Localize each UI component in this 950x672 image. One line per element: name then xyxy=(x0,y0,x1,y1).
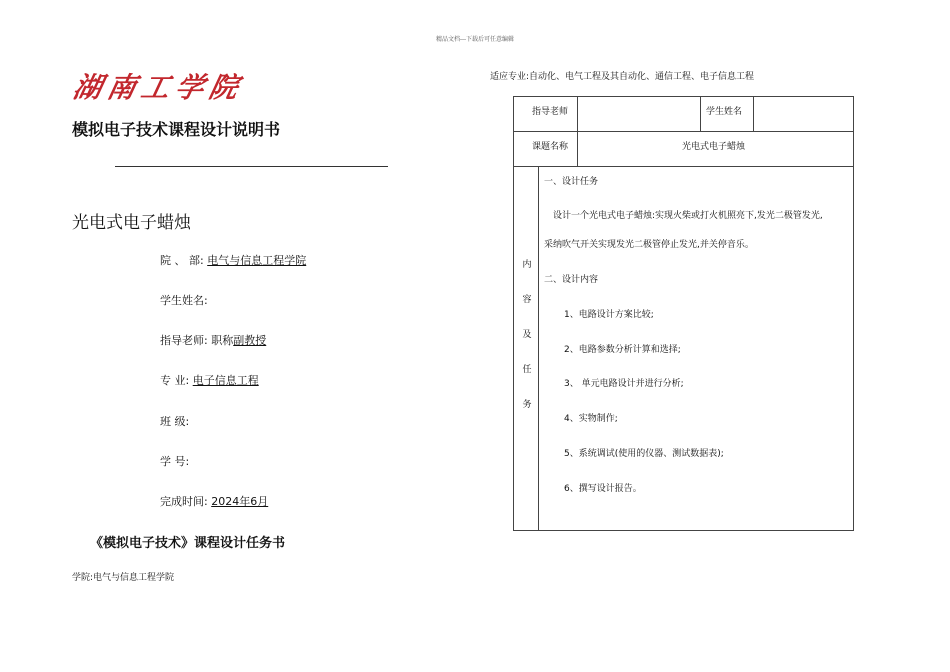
watermark: 精品文档---下载后可任意编辑 xyxy=(435,36,515,43)
design-item: 1、电路设计方案比较; xyxy=(564,310,654,320)
student-header: 学生姓名 xyxy=(706,107,743,117)
side-label-char: 务 xyxy=(522,400,532,410)
col-divider-4 xyxy=(538,166,539,531)
major-label: 专 业: xyxy=(160,374,190,387)
design-item: 4、实物制作; xyxy=(564,414,618,424)
id-label: 学 号: xyxy=(160,455,190,468)
design-item: 2、电路参数分析计算和选择; xyxy=(564,345,681,355)
section1-title: 一、设计任务 xyxy=(544,177,599,187)
col-divider-1 xyxy=(577,96,578,166)
side-label-char: 及 xyxy=(522,330,532,340)
student-label: 学生姓名: xyxy=(160,294,208,307)
advisor-title: 副教授 xyxy=(233,334,267,347)
major-value: 电子信息工程 xyxy=(192,374,259,387)
student-field xyxy=(160,292,208,308)
university-logo: 湖南工学院 xyxy=(70,71,248,104)
date-label: 完成时间: xyxy=(160,495,208,508)
class-field xyxy=(160,413,189,429)
side-label-char: 任 xyxy=(522,365,532,375)
col-divider-3 xyxy=(753,96,754,131)
side-label-char: 内 xyxy=(522,260,532,270)
dept-value: 电气与信息工程学院 xyxy=(207,254,307,267)
date-value: 2024年6月 xyxy=(211,495,269,508)
title-divider xyxy=(115,166,388,167)
advisor-field xyxy=(160,332,266,348)
id-field xyxy=(160,453,189,469)
design-item: 3、 单元电路设计并进行分析; xyxy=(564,379,684,389)
college-line: 学院:电气与信息工程学院 xyxy=(72,573,175,583)
major-field xyxy=(160,372,259,388)
class-label: 班 级: xyxy=(160,415,190,428)
row-divider-2 xyxy=(513,166,854,167)
dept-label: 院 、 部: xyxy=(160,254,204,267)
side-label-char: 容 xyxy=(522,295,532,305)
topic-header: 课题名称 xyxy=(532,142,569,152)
design-item: 6、撰写设计报告。 xyxy=(564,484,642,494)
applicable-major: 适应专业:自动化、电气工程及其自动化、通信工程、电子信息工程 xyxy=(490,72,755,82)
section1-body-line: 采纳吹气开关实现发光二极管停止发光,并关停音乐。 xyxy=(544,240,754,250)
section2-title: 二、设计内容 xyxy=(544,275,599,285)
advisor-prefix: 职称 xyxy=(211,334,234,347)
topic-value: 光电式电子蜡烛 xyxy=(682,142,746,152)
advisor-header: 指导老师 xyxy=(532,107,569,117)
row-divider-1 xyxy=(513,131,854,132)
task-book-title: 《模拟电子技术》课程设计任务书 xyxy=(90,536,286,551)
advisor-label: 指导老师: xyxy=(160,334,208,347)
col-divider-2 xyxy=(700,96,701,131)
date-field xyxy=(160,493,268,509)
section1-body-line: 设计一个光电式电子蜡烛:实现火柴或打火机照亮下,发光二极管发光, xyxy=(553,211,823,221)
design-item: 5、系统调试(使用的仪器、测试数据表); xyxy=(564,449,724,459)
project-title: 光电式电子蜡烛 xyxy=(72,213,191,233)
dept-field xyxy=(160,252,306,268)
document-title: 模拟电子技术课程设计说明书 xyxy=(72,120,281,139)
